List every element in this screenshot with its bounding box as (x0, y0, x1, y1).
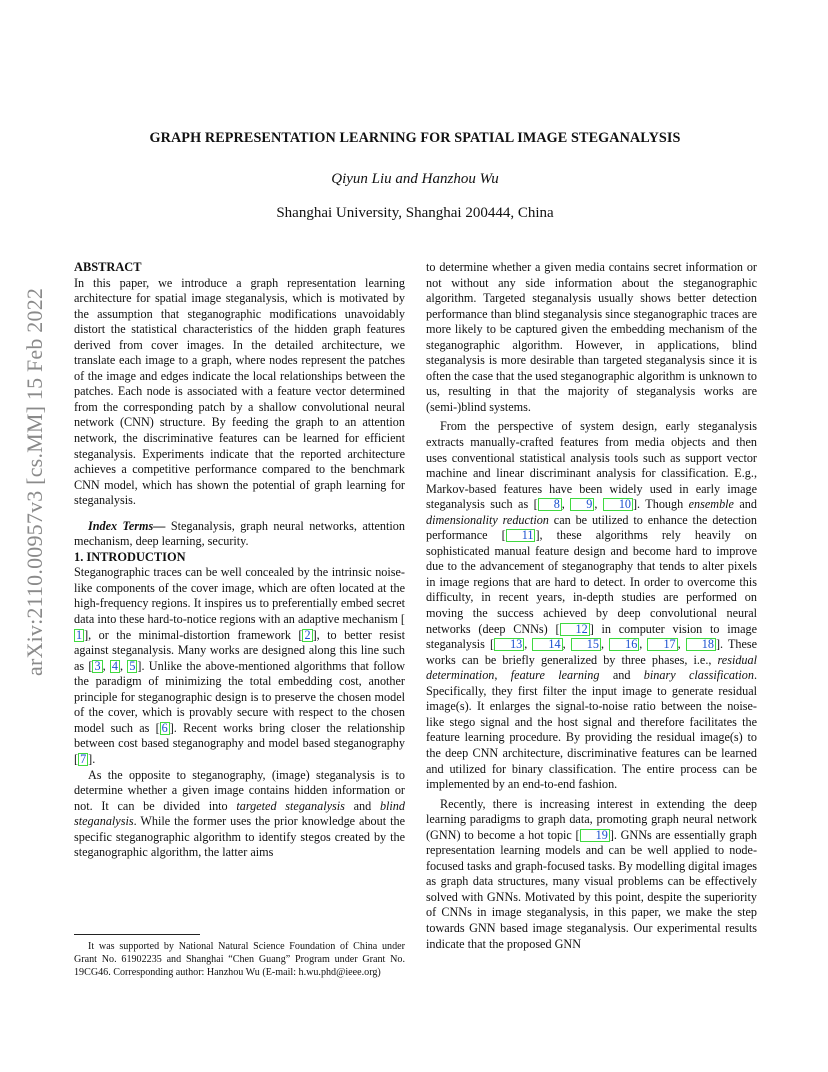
text-run: , (561, 497, 571, 512)
text-run: , (677, 637, 686, 652)
text-run: , (120, 658, 128, 673)
citation-link[interactable]: 11 (506, 529, 536, 542)
citation-link[interactable]: 2 (304, 627, 311, 642)
index-terms-label: Index Terms— (88, 518, 166, 533)
right-column (426, 260, 757, 952)
citation-link[interactable]: 6 (161, 720, 168, 735)
text-run: As the opposite to steganography, (image) steganalysis is to determine whether a given image contains hidden information or not. It can be divided into (74, 767, 405, 813)
text-run: and (344, 798, 380, 813)
intro-paragraph-5 (426, 797, 757, 952)
emphasis-run: blind steganalysis (74, 798, 405, 829)
text-run: . While the former uses the prior knowledge about the specific steganographic algorithm to identify stegos created by the steganographic algorithm, the latter aims (74, 814, 405, 860)
text-run: . Specifically, they first filter the input image to generate residual image(s). It enlarges the signal-to-noise ratio between the noise-like stego signal and the host signal and therefore facilitates the feature learning procedure. By providing the residual image(s) to the deep CNN architecture, discriminative features can be learned and utilized for binary classification. The entire process can be implemented by an end-to-end fashion. (426, 668, 757, 792)
citation-link[interactable]: 8 (538, 498, 562, 511)
paper-affiliation: Shanghai University, Shanghai 200444, China (276, 205, 554, 221)
citation-link[interactable]: 5 (129, 658, 136, 673)
citation-link[interactable]: 12 (560, 623, 590, 636)
text-run: ]. GNNs are essentially graph representation learning models and can be well applied to node-focused tasks and graph-focused tasks. By modelling digital images as graph data structures, many visual problems can be effectively solved with GNNs. Motivated by this point, despite the superiority of CNNs in image steganalysis, in this paper, we make the step towards GNN based image steganalysis. Our experimental results indicate that the proposed GNN (426, 827, 758, 951)
paper-authors: Qiyun Liu and Hanzhou Wu (331, 171, 499, 187)
text-run: ]. Though (633, 497, 689, 512)
emphasis-run: targeted steganalysis (236, 798, 345, 813)
index-terms (74, 519, 405, 550)
citation-link[interactable]: 1 (76, 627, 83, 642)
text-run: ]. These works can be briefly generalized by three phases, i.e., (426, 637, 758, 667)
introduction-heading: 1. INTRODUCTION (74, 549, 186, 564)
text-run: can be utilized to enhance the detection performance [ (426, 512, 757, 543)
emphasis-run: feature learning (510, 668, 600, 683)
intro-paragraph-3 (426, 260, 757, 415)
text-run: , (639, 637, 648, 652)
citation-link[interactable]: 10 (603, 498, 633, 511)
text-run: , (102, 658, 110, 673)
footnote (74, 941, 405, 980)
abstract-heading: ABSTRACT (74, 260, 142, 274)
text-run: ], or the minimal-distortion framework [ (84, 627, 303, 642)
text-run: ], to better resist against steganalysis. Many works are designed along this line such as [ (74, 627, 405, 673)
emphasis-run: ensemble (688, 497, 734, 512)
arxiv-identifier (22, 276, 50, 676)
text-run: , (600, 637, 610, 652)
text-run: , (494, 668, 511, 683)
text-run: Recently, there is increasing interest in extending the deep learning paradigms to graph data, promoting graph neural network (GNN) to become a hot topic [ (426, 796, 757, 842)
text-run: , (594, 497, 603, 512)
citation-link[interactable]: 19 (580, 829, 610, 842)
citation-link[interactable]: 13 (494, 638, 524, 651)
arxiv-identifier-text: arXiv:2110.00957v3 [cs.MM] 15 Feb 2022 (22, 287, 47, 676)
left-column (74, 260, 405, 861)
citation-link[interactable]: 9 (570, 498, 594, 511)
citation-link[interactable]: 4 (111, 658, 118, 673)
citation-link[interactable]: 7 (80, 751, 87, 766)
index-terms-text: Steganalysis, graph neural networks, attention mechanism, deep learning, security. (74, 518, 405, 549)
text-run: Steganographic traces can be well concealed by the intrinsic noise-like components of the cover image, which are often located at the high-frequency regions. It inspires us to preferentially embed secret data into these hard-to-notice regions with an adaptive mechanism [ (74, 565, 405, 627)
intro-paragraph-1 (74, 565, 405, 767)
text-run: and (599, 668, 644, 683)
paper-title: GRAPH REPRESENTATION LEARNING FOR SPATIAL IMAGE STEGANALYSIS (149, 130, 681, 146)
intro-paragraph-2 (74, 768, 405, 861)
footnote-rule (74, 934, 200, 935)
emphasis-run: residual determination (426, 652, 757, 683)
text-run: and (733, 497, 757, 512)
text-run: ]. Recent works bring closer the relationship between cost based steganography and model based steganography [ (74, 720, 405, 766)
intro-paragraph-4 (426, 419, 757, 792)
emphasis-run: dimensionality reduction (426, 512, 549, 527)
text-run: ]. Unlike the above-mentioned algorithms that follow the paradigm of minimizing the total embedding cost, another principle for steganographic design is to preserve the chosen model of the cover, which is provably secure with respect to the chosen model such as [ (74, 658, 406, 735)
citation-link[interactable]: 16 (609, 638, 639, 651)
citation-link[interactable]: 17 (647, 638, 677, 651)
citation-link[interactable]: 15 (571, 638, 601, 651)
text-run: From the perspective of system design, early steganalysis extracts manually-crafted features from media objects and then uses conventional statistical analysis tools such as support vector machine and linear discriminant analysis for classification. E.g., Markov-based features have been widely used in early image steganalysis such as [ (426, 419, 757, 512)
footnote-text: It was supported by National Natural Science Foundation of China under Grant No. 61902235 and Shanghai “Chen Guang” Program under Grant No. 19CG46. Corresponding author: Hanzhou Wu (E-mail: h.wu.phd@ieee.org) (74, 941, 405, 978)
text-run: ], these algorithms rely heavily on sophisticated manual feature design and become hard to improve due to the advancement of steganography that tends to alter pixels in image regions that are hard to detect. In order to overcome this difficulty, in recent years, in-depth studies are performed on moving the success achieved by deep convolutional neural networks (deep CNNs) [ (426, 528, 757, 636)
text-run: ] in computer vision to image steganalysis [ (426, 621, 757, 652)
text-run: , (562, 637, 571, 652)
citation-link[interactable]: 3 (94, 658, 101, 673)
citation-link[interactable]: 14 (532, 638, 562, 651)
abstract-text: In this paper, we introduce a graph representation learning architecture for spatial image steganalysis, which is motivated by the assumption that steganographic modifications unavoidably distort the statistical characteristics of the hidden graph features derived from cover images. In the detailed architecture, we translate each image to a graph, where nodes represent the patches of the image and edges indicate the local relationships between the patches. Each node is associated with a feature vector determined from the corresponding patch by a shallow convolutional neural network (CNN) structure. By feeding the graph to an attention network, the discriminative features can be learned for efficient steganalysis. Experiments indicate that the reported architecture achieves a competitive performance compared to the benchmark CNN model, which has shown the potential of graph learning for steganalysis. (74, 275, 405, 508)
emphasis-run: binary classification (643, 668, 754, 683)
text-run: to determine whether a given media contains secret information or not without any side information about the steganographic algorithm. Targeted steganalysis usually shows better detection performance than blind steganalysis since steganographic traces are more likely to be captured given the embedding mechanism of the steganographic algorithm. However, in applications, blind steganalysis is more desirable than targeted steganalysis since it is often the case that the used steganographic algorithm is unknown to us, resulting in that the majority of steganalysis works are (semi-)blind systems. (426, 260, 758, 414)
text-run: , (524, 637, 533, 652)
text-run: ]. (88, 751, 96, 766)
citation-link[interactable]: 18 (686, 638, 716, 651)
